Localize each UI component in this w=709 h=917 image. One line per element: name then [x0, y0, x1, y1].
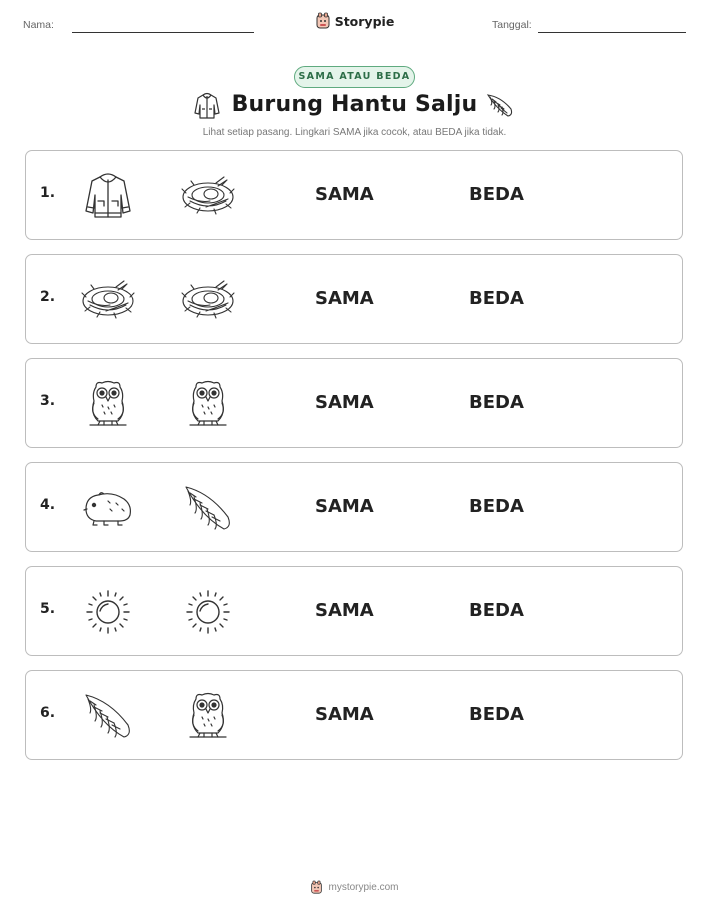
- jacket-icon: [80, 171, 136, 221]
- row-number: 2.: [40, 289, 56, 305]
- different-option[interactable]: BEDA: [469, 496, 524, 517]
- pair-row: [25, 462, 683, 552]
- nest-icon: [180, 275, 236, 325]
- owl-icon: [80, 379, 136, 429]
- different-option[interactable]: BEDA: [469, 704, 524, 725]
- owl-icon: [180, 691, 236, 741]
- same-option[interactable]: SAMA: [315, 496, 374, 517]
- wing-icon: [485, 91, 515, 121]
- same-option[interactable]: SAMA: [315, 184, 374, 205]
- pair-row: [25, 150, 683, 240]
- row-number: 5.: [40, 601, 56, 617]
- different-option[interactable]: BEDA: [469, 600, 524, 621]
- different-option[interactable]: BEDA: [469, 392, 524, 413]
- wing-icon: [80, 691, 136, 741]
- footer-url: mystorypie.com: [328, 882, 399, 893]
- storypie-logo-icon: [315, 12, 331, 30]
- pair-row: [25, 358, 683, 448]
- pair-row: [25, 254, 683, 344]
- page-title: Burung Hantu Salju: [231, 92, 478, 117]
- row-number: 4.: [40, 497, 56, 513]
- row-number: 3.: [40, 393, 56, 409]
- nest-icon: [80, 275, 136, 325]
- row-number: 6.: [40, 705, 56, 721]
- date-field[interactable]: [492, 19, 532, 31]
- instructions: Lihat setiap pasang. Lingkari SAMA jika cocok, atau BEDA jika tidak.: [202, 127, 507, 138]
- same-option[interactable]: SAMA: [315, 704, 374, 725]
- sun-icon: [80, 587, 136, 637]
- different-option[interactable]: BEDA: [469, 184, 524, 205]
- date-line[interactable]: [538, 32, 686, 33]
- footer: [0, 880, 709, 898]
- wing-icon: [180, 483, 236, 533]
- brand: [0, 12, 709, 34]
- brand-name: Storypie: [334, 13, 395, 29]
- storypie-logo-icon: [310, 880, 323, 895]
- owl-icon: [180, 379, 236, 429]
- pair-row: [25, 670, 683, 760]
- same-option[interactable]: SAMA: [315, 392, 374, 413]
- lemming-icon: [80, 483, 136, 533]
- pair-row: [25, 566, 683, 656]
- nest-icon: [180, 171, 236, 221]
- same-option[interactable]: SAMA: [315, 288, 374, 309]
- same-option[interactable]: SAMA: [315, 600, 374, 621]
- sun-icon: [180, 587, 236, 637]
- different-option[interactable]: BEDA: [469, 288, 524, 309]
- activity-badge: SAMA ATAU BEDA: [294, 66, 415, 88]
- date-label: Tanggal:: [492, 19, 532, 31]
- name-label: Nama:: [23, 19, 54, 31]
- row-number: 1.: [40, 185, 56, 201]
